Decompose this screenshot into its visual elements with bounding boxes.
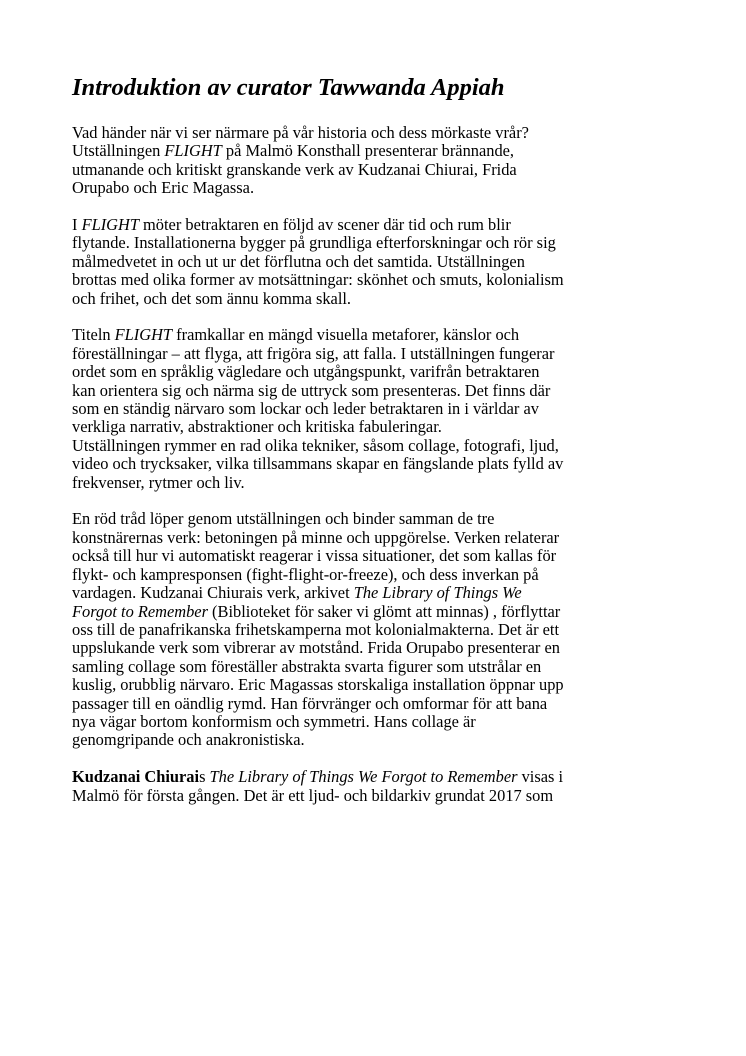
text-line (72, 639, 682, 657)
text-run: verkliga narrativ, abstraktioner och kritiska fabuleringar. (72, 417, 442, 437)
text-run: En röd tråd löper genom utställningen och binder samman de tre (72, 509, 495, 529)
document-title: Introduktion av curator Tawwanda Appiah (72, 74, 505, 101)
text-run: på Malmö Konsthall presenterar brännande, (221, 141, 515, 161)
text-line (72, 216, 682, 234)
text-line (72, 363, 682, 381)
text-line (72, 455, 682, 473)
text-run: kan orientera sig och närma sig de uttryck som presenteras. Det finns där (72, 380, 551, 400)
body-paragraph (72, 326, 682, 492)
text-line (72, 621, 682, 639)
text-line (72, 731, 682, 749)
text-run: Malmö för första gången. Det är ett ljud- och bildarkiv grundat 2017 som (72, 785, 554, 805)
text-line (72, 768, 682, 786)
text-line (72, 161, 682, 179)
body-paragraph (72, 216, 682, 308)
text-run: utmanande och kritiskt granskande verk av Kudzanai Chiurai, Frida (72, 159, 517, 179)
text-line (72, 437, 682, 455)
text-line (72, 566, 682, 584)
text-run: vardagen. Kudzanai Chiurais verk, arkivet (72, 583, 354, 603)
text-run: kuslig, orubblig närvaro. Eric Magassas storskaliga installation öppnar upp (72, 675, 564, 695)
text-run: flykt- och kampresponsen (fight-flight-or-freeze), och dess inverkan på (72, 564, 539, 584)
text-line (72, 400, 682, 418)
italic-title-text: The Library of Things We (353, 583, 522, 603)
text-run: ordet som en språklig vägledare och utgångspunkt, varifrån betraktaren (72, 362, 540, 382)
italic-title-text: The Library of Things We Forgot to Remember (209, 767, 518, 787)
text-run: Vad händer när vi ser närmare på vår historia och dess mörkaste vrår? (72, 123, 529, 142)
text-run: uppslukande verk som vibrerar av motstånd. Frida Orupabo presenterar en (72, 638, 560, 658)
text-run: samling collage som föreställer abstrakta svarta figurer som utstrålar en (72, 656, 542, 676)
text-line (72, 418, 682, 436)
text-run: video och trycksaker, vilka tillsammans skapar en fängslande plats fylld av (72, 454, 564, 474)
text-line (72, 510, 682, 528)
text-run: frekvenser, rytmer och liv. (72, 472, 245, 492)
text-run: s (199, 767, 210, 787)
text-run: passager till en oändlig rymd. Han förvränger och omformar för att bana (72, 693, 548, 713)
text-line (72, 271, 682, 289)
text-run: målmedvetet in och ut ur det förflutna och det samtida. Utställningen (72, 251, 525, 271)
text-line (72, 695, 682, 713)
text-line (72, 658, 682, 676)
text-run: oss till de panafrikanska frihetskamperna mot kolonialmakterna. Det är ett (72, 619, 560, 639)
text-run: I (72, 215, 82, 235)
text-line (72, 382, 682, 400)
text-line (72, 787, 682, 805)
text-run: föreställningar – att flyga, att frigöra sig, att falla. I utställningen fungerar (72, 343, 555, 363)
text-run: Titeln (72, 325, 115, 345)
text-run: genomgripande och anakronistiska. (72, 730, 305, 750)
text-run: visas i (517, 767, 564, 787)
bold-name-text: Kudzanai Chiurai (72, 767, 200, 787)
text-line (72, 124, 682, 142)
text-line (72, 603, 682, 621)
text-line (72, 290, 682, 308)
body-paragraph (72, 510, 682, 749)
text-run: flytande. Installationerna bygger på grundliga efterforskningar och rör sig (72, 233, 556, 253)
text-line (72, 547, 682, 565)
text-line (72, 474, 682, 492)
text-run: nya vägar bortom konformism och symmetri. Hans collage är (72, 711, 476, 731)
text-run: konstnärernas verk: betoningen på minne och uppgörelse. Verken relaterar (72, 527, 560, 547)
body-paragraph (72, 768, 682, 805)
text-line (72, 676, 682, 694)
document-page (72, 74, 682, 823)
text-line (72, 326, 682, 344)
text-run: Utställningen rymmer en rad olika tekniker, såsom collage, fotografi, ljud, (72, 435, 559, 455)
text-run: också till hur vi automatiskt reagerar i vissa situationer, det som kallas för (72, 546, 557, 566)
text-run: framkallar en mängd visuella metaforer, känslor och (172, 325, 520, 345)
text-line (72, 253, 682, 271)
text-line (72, 234, 682, 252)
text-run: möter betraktaren en följd av scener där tid och rum blir (138, 215, 511, 235)
italic-title-text: FLIGHT (164, 141, 222, 161)
italic-title-text: FLIGHT (114, 325, 173, 345)
text-run: brottas med olika former av motsättningar: skönhet och smuts, kolonialism (72, 270, 564, 290)
italic-title-text: FLIGHT (81, 215, 139, 235)
text-line (72, 179, 682, 197)
text-run: Utställningen (72, 141, 165, 161)
italic-title-text: Forgot to Remember (72, 601, 208, 621)
text-run: Orupabo och Eric Magassa. (72, 178, 255, 198)
text-run: som en ständig närvaro som lockar och leder betraktaren in i världar av (72, 399, 539, 419)
text-line (72, 142, 682, 160)
text-run: och frihet, och det som ännu komma skall. (72, 288, 352, 308)
text-line (72, 584, 682, 602)
document-body (72, 124, 682, 805)
text-line (72, 713, 682, 731)
text-run: (Biblioteket för saker vi glömt att minnas) , förflyttar (207, 601, 561, 621)
text-line (72, 345, 682, 363)
text-line (72, 529, 682, 547)
body-paragraph (72, 124, 682, 198)
